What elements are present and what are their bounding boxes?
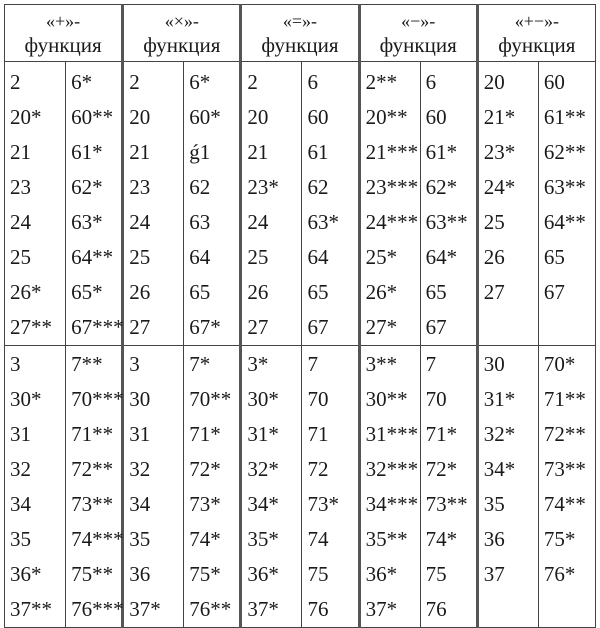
value-cell: 65 bbox=[307, 280, 329, 304]
value-cell: 37** bbox=[10, 597, 52, 621]
value-cell: 75* bbox=[189, 562, 221, 586]
value-cell: 75 bbox=[307, 562, 329, 586]
value-cell: 72 bbox=[307, 457, 329, 481]
value-cell: 35 bbox=[10, 527, 31, 551]
value-cell: 72** bbox=[543, 422, 586, 446]
value-cell bbox=[484, 592, 538, 627]
value-cell: 34 bbox=[10, 492, 31, 516]
value-cell: 67*** bbox=[71, 315, 124, 339]
header-times-function: «×»- функция bbox=[123, 5, 241, 62]
value-cell: 6 bbox=[425, 70, 437, 94]
value-cell: 24 bbox=[10, 210, 31, 234]
value-cell: 70* bbox=[543, 352, 576, 376]
value-column bbox=[359, 62, 420, 346]
value-cell: 30* bbox=[10, 387, 42, 411]
value-cell: 73* bbox=[307, 492, 339, 516]
function-table bbox=[4, 4, 596, 628]
value-column bbox=[5, 346, 66, 628]
value-cell: 65 bbox=[189, 280, 211, 304]
value-cell: 20 bbox=[129, 105, 151, 129]
value-cell: 34* bbox=[483, 457, 516, 481]
value-cell: 34*** bbox=[365, 492, 419, 516]
value-column bbox=[420, 62, 477, 346]
value-cell: 32*** bbox=[365, 457, 419, 481]
value-cell: 76 bbox=[425, 597, 447, 621]
value-cell: 30* bbox=[247, 387, 279, 411]
value-cell: 20** bbox=[365, 105, 408, 129]
value-cell: 67 bbox=[307, 315, 329, 339]
value-cell: 6* bbox=[71, 70, 93, 94]
value-cell: 76* bbox=[543, 562, 576, 586]
value-cell: 27 bbox=[247, 315, 269, 339]
value-cell: 27** bbox=[10, 315, 52, 339]
value-cell: 62 bbox=[189, 175, 211, 199]
value-cell: 70 bbox=[425, 387, 447, 411]
value-column bbox=[123, 62, 184, 346]
value-cell: 63** bbox=[543, 175, 586, 199]
value-cell: 27 bbox=[129, 315, 151, 339]
value-cell: 32 bbox=[129, 457, 151, 481]
value-cell: 32* bbox=[247, 457, 279, 481]
value-cell: 2 bbox=[247, 70, 258, 94]
value-cell: 24 bbox=[247, 210, 269, 234]
value-cell: 71* bbox=[189, 422, 221, 446]
header-minus-function: «−»- функция bbox=[359, 5, 477, 62]
value-cell: 26 bbox=[247, 280, 269, 304]
value-cell: 75* bbox=[543, 527, 576, 551]
value-cell: 36 bbox=[129, 562, 151, 586]
value-cell: 62 bbox=[307, 175, 329, 199]
value-cell: 64 bbox=[307, 245, 329, 269]
value-cell: 72* bbox=[425, 457, 458, 481]
value-cell: 23*** bbox=[365, 175, 419, 199]
value-cell: 23 bbox=[10, 175, 31, 199]
value-column bbox=[241, 62, 302, 346]
value-cell: 71 bbox=[307, 422, 329, 446]
value-cell: 71** bbox=[71, 422, 114, 446]
value-cell: 60 bbox=[425, 105, 447, 129]
value-cell: 26* bbox=[365, 280, 398, 304]
header-equals-function: «=»- функция bbox=[241, 5, 359, 62]
value-cell: 67 bbox=[543, 280, 565, 304]
value-cell: 70** bbox=[189, 387, 232, 411]
value-cell: 65* bbox=[71, 280, 103, 304]
header-row bbox=[5, 5, 596, 62]
value-cell: 74* bbox=[189, 527, 221, 551]
value-cell: 73** bbox=[425, 492, 468, 516]
value-column bbox=[302, 62, 359, 346]
value-cell: 25* bbox=[365, 245, 398, 269]
value-cell: 36* bbox=[247, 562, 279, 586]
value-cell: 7** bbox=[71, 352, 103, 376]
value-cell: 75** bbox=[71, 562, 114, 586]
value-cell: 3** bbox=[365, 352, 398, 376]
value-cell: 25 bbox=[483, 210, 505, 234]
value-cell: 7* bbox=[189, 352, 211, 376]
value-cell: 73* bbox=[189, 492, 221, 516]
value-cell: 62* bbox=[71, 175, 103, 199]
value-cell: 31 bbox=[10, 422, 31, 446]
value-column bbox=[359, 346, 420, 628]
value-column bbox=[241, 346, 302, 628]
value-cell: 76** bbox=[189, 597, 232, 621]
value-column bbox=[302, 346, 359, 628]
value-cell: 60** bbox=[71, 105, 114, 129]
value-cell: 21 bbox=[129, 140, 151, 164]
value-cell: 70 bbox=[307, 387, 329, 411]
value-column bbox=[538, 346, 595, 628]
value-cell: 25 bbox=[129, 245, 151, 269]
value-cell: 61* bbox=[71, 140, 103, 164]
value-cell: 65 bbox=[543, 245, 565, 269]
value-cell: 31* bbox=[247, 422, 279, 446]
value-cell: 73** bbox=[71, 492, 114, 516]
value-cell: 25 bbox=[247, 245, 269, 269]
value-cell: 62* bbox=[425, 175, 458, 199]
value-cell: 72** bbox=[71, 457, 114, 481]
value-cell: 24*** bbox=[365, 210, 419, 234]
value-cell: 71* bbox=[425, 422, 458, 446]
value-cell: 20* bbox=[10, 105, 42, 129]
value-cell: 36 bbox=[483, 527, 505, 551]
value-cell: 20 bbox=[483, 70, 505, 94]
value-cell: 64* bbox=[425, 245, 458, 269]
value-cell: 21 bbox=[10, 140, 31, 164]
value-column bbox=[477, 346, 538, 628]
value-cell: 65 bbox=[425, 280, 447, 304]
value-cell: 31 bbox=[129, 422, 151, 446]
value-cell: 63 bbox=[189, 210, 211, 234]
value-column bbox=[538, 62, 595, 346]
value-column bbox=[66, 62, 123, 346]
value-cell: 26 bbox=[129, 280, 151, 304]
value-cell: 31*** bbox=[365, 422, 419, 446]
value-column bbox=[184, 346, 241, 628]
value-cell: 63* bbox=[307, 210, 339, 234]
header-plus-function: «+»- функция bbox=[5, 5, 123, 62]
value-cell bbox=[484, 310, 538, 345]
value-cell: 63* bbox=[71, 210, 103, 234]
value-cell: 34* bbox=[247, 492, 279, 516]
value-cell: 62** bbox=[543, 140, 586, 164]
value-cell: 36* bbox=[10, 562, 42, 586]
value-cell: 21*** bbox=[365, 140, 419, 164]
value-cell: 64** bbox=[71, 245, 114, 269]
value-cell: 24* bbox=[483, 175, 516, 199]
value-cell: 60 bbox=[543, 70, 565, 94]
value-cell: 37* bbox=[129, 597, 161, 621]
value-cell: 2 bbox=[129, 70, 140, 94]
value-cell: 60* bbox=[189, 105, 221, 129]
value-column bbox=[66, 346, 123, 628]
value-cell: 35 bbox=[129, 527, 151, 551]
value-cell: 25 bbox=[10, 245, 31, 269]
value-cell: 2** bbox=[365, 70, 398, 94]
value-cell: 34 bbox=[129, 492, 151, 516]
value-cell: 26* bbox=[10, 280, 42, 304]
value-cell: 3 bbox=[129, 352, 140, 376]
value-cell: 74*** bbox=[71, 527, 124, 551]
value-cell: 73** bbox=[543, 457, 586, 481]
value-column bbox=[420, 346, 477, 628]
value-cell: 27* bbox=[365, 315, 398, 339]
value-cell: 67 bbox=[425, 315, 447, 339]
value-cell: 7 bbox=[307, 352, 318, 376]
value-cell: 75 bbox=[425, 562, 447, 586]
value-cell: 35** bbox=[365, 527, 408, 551]
value-cell: 70*** bbox=[71, 387, 124, 411]
value-cell: 26 bbox=[483, 245, 505, 269]
value-cell: 64 bbox=[189, 245, 211, 269]
value-cell: 32 bbox=[10, 457, 31, 481]
value-cell: 24 bbox=[129, 210, 151, 234]
value-cell: 32* bbox=[483, 422, 516, 446]
value-cell: 23* bbox=[483, 140, 516, 164]
value-cell: 30** bbox=[365, 387, 408, 411]
value-cell: 27 bbox=[483, 280, 505, 304]
value-cell: 74 bbox=[307, 527, 329, 551]
value-cell bbox=[544, 310, 595, 345]
value-cell: 37 bbox=[483, 562, 505, 586]
value-cell: 7 bbox=[425, 352, 437, 376]
value-cell: 31* bbox=[483, 387, 516, 411]
value-cell: 20 bbox=[247, 105, 269, 129]
value-cell: 35 bbox=[483, 492, 505, 516]
row-group-2 bbox=[5, 346, 596, 628]
value-cell: 36* bbox=[365, 562, 398, 586]
value-cell: 2 bbox=[10, 70, 21, 94]
value-cell: 21 bbox=[247, 140, 269, 164]
row-group-1 bbox=[5, 62, 596, 346]
value-cell: 21* bbox=[483, 105, 516, 129]
value-cell: 30 bbox=[483, 352, 505, 376]
value-cell: ǵ1 bbox=[189, 140, 211, 164]
value-cell: 71** bbox=[543, 387, 586, 411]
value-cell: 67* bbox=[189, 315, 221, 339]
value-cell: 30 bbox=[129, 387, 151, 411]
value-cell: 3* bbox=[247, 352, 269, 376]
value-cell: 61** bbox=[543, 105, 586, 129]
value-cell: 37* bbox=[247, 597, 279, 621]
value-cell: 60 bbox=[307, 105, 329, 129]
value-cell: 37* bbox=[365, 597, 398, 621]
header-plusminus-function: «+−»- функция bbox=[477, 5, 595, 62]
value-cell bbox=[544, 592, 595, 627]
value-cell: 76 bbox=[307, 597, 329, 621]
value-column bbox=[5, 62, 66, 346]
value-cell: 3 bbox=[10, 352, 21, 376]
value-cell: 6 bbox=[307, 70, 318, 94]
value-cell: 61 bbox=[307, 140, 329, 164]
value-cell: 74* bbox=[425, 527, 458, 551]
value-cell: 64** bbox=[543, 210, 586, 234]
value-cell: 23* bbox=[247, 175, 279, 199]
value-column bbox=[477, 62, 538, 346]
value-column bbox=[184, 62, 241, 346]
value-cell: 61* bbox=[425, 140, 458, 164]
value-cell: 76*** bbox=[71, 597, 124, 621]
value-cell: 72* bbox=[189, 457, 221, 481]
value-cell: 6* bbox=[189, 70, 211, 94]
value-column bbox=[123, 346, 184, 628]
value-cell: 23 bbox=[129, 175, 151, 199]
value-cell: 35* bbox=[247, 527, 279, 551]
value-cell: 63** bbox=[425, 210, 468, 234]
value-cell: 74** bbox=[543, 492, 586, 516]
